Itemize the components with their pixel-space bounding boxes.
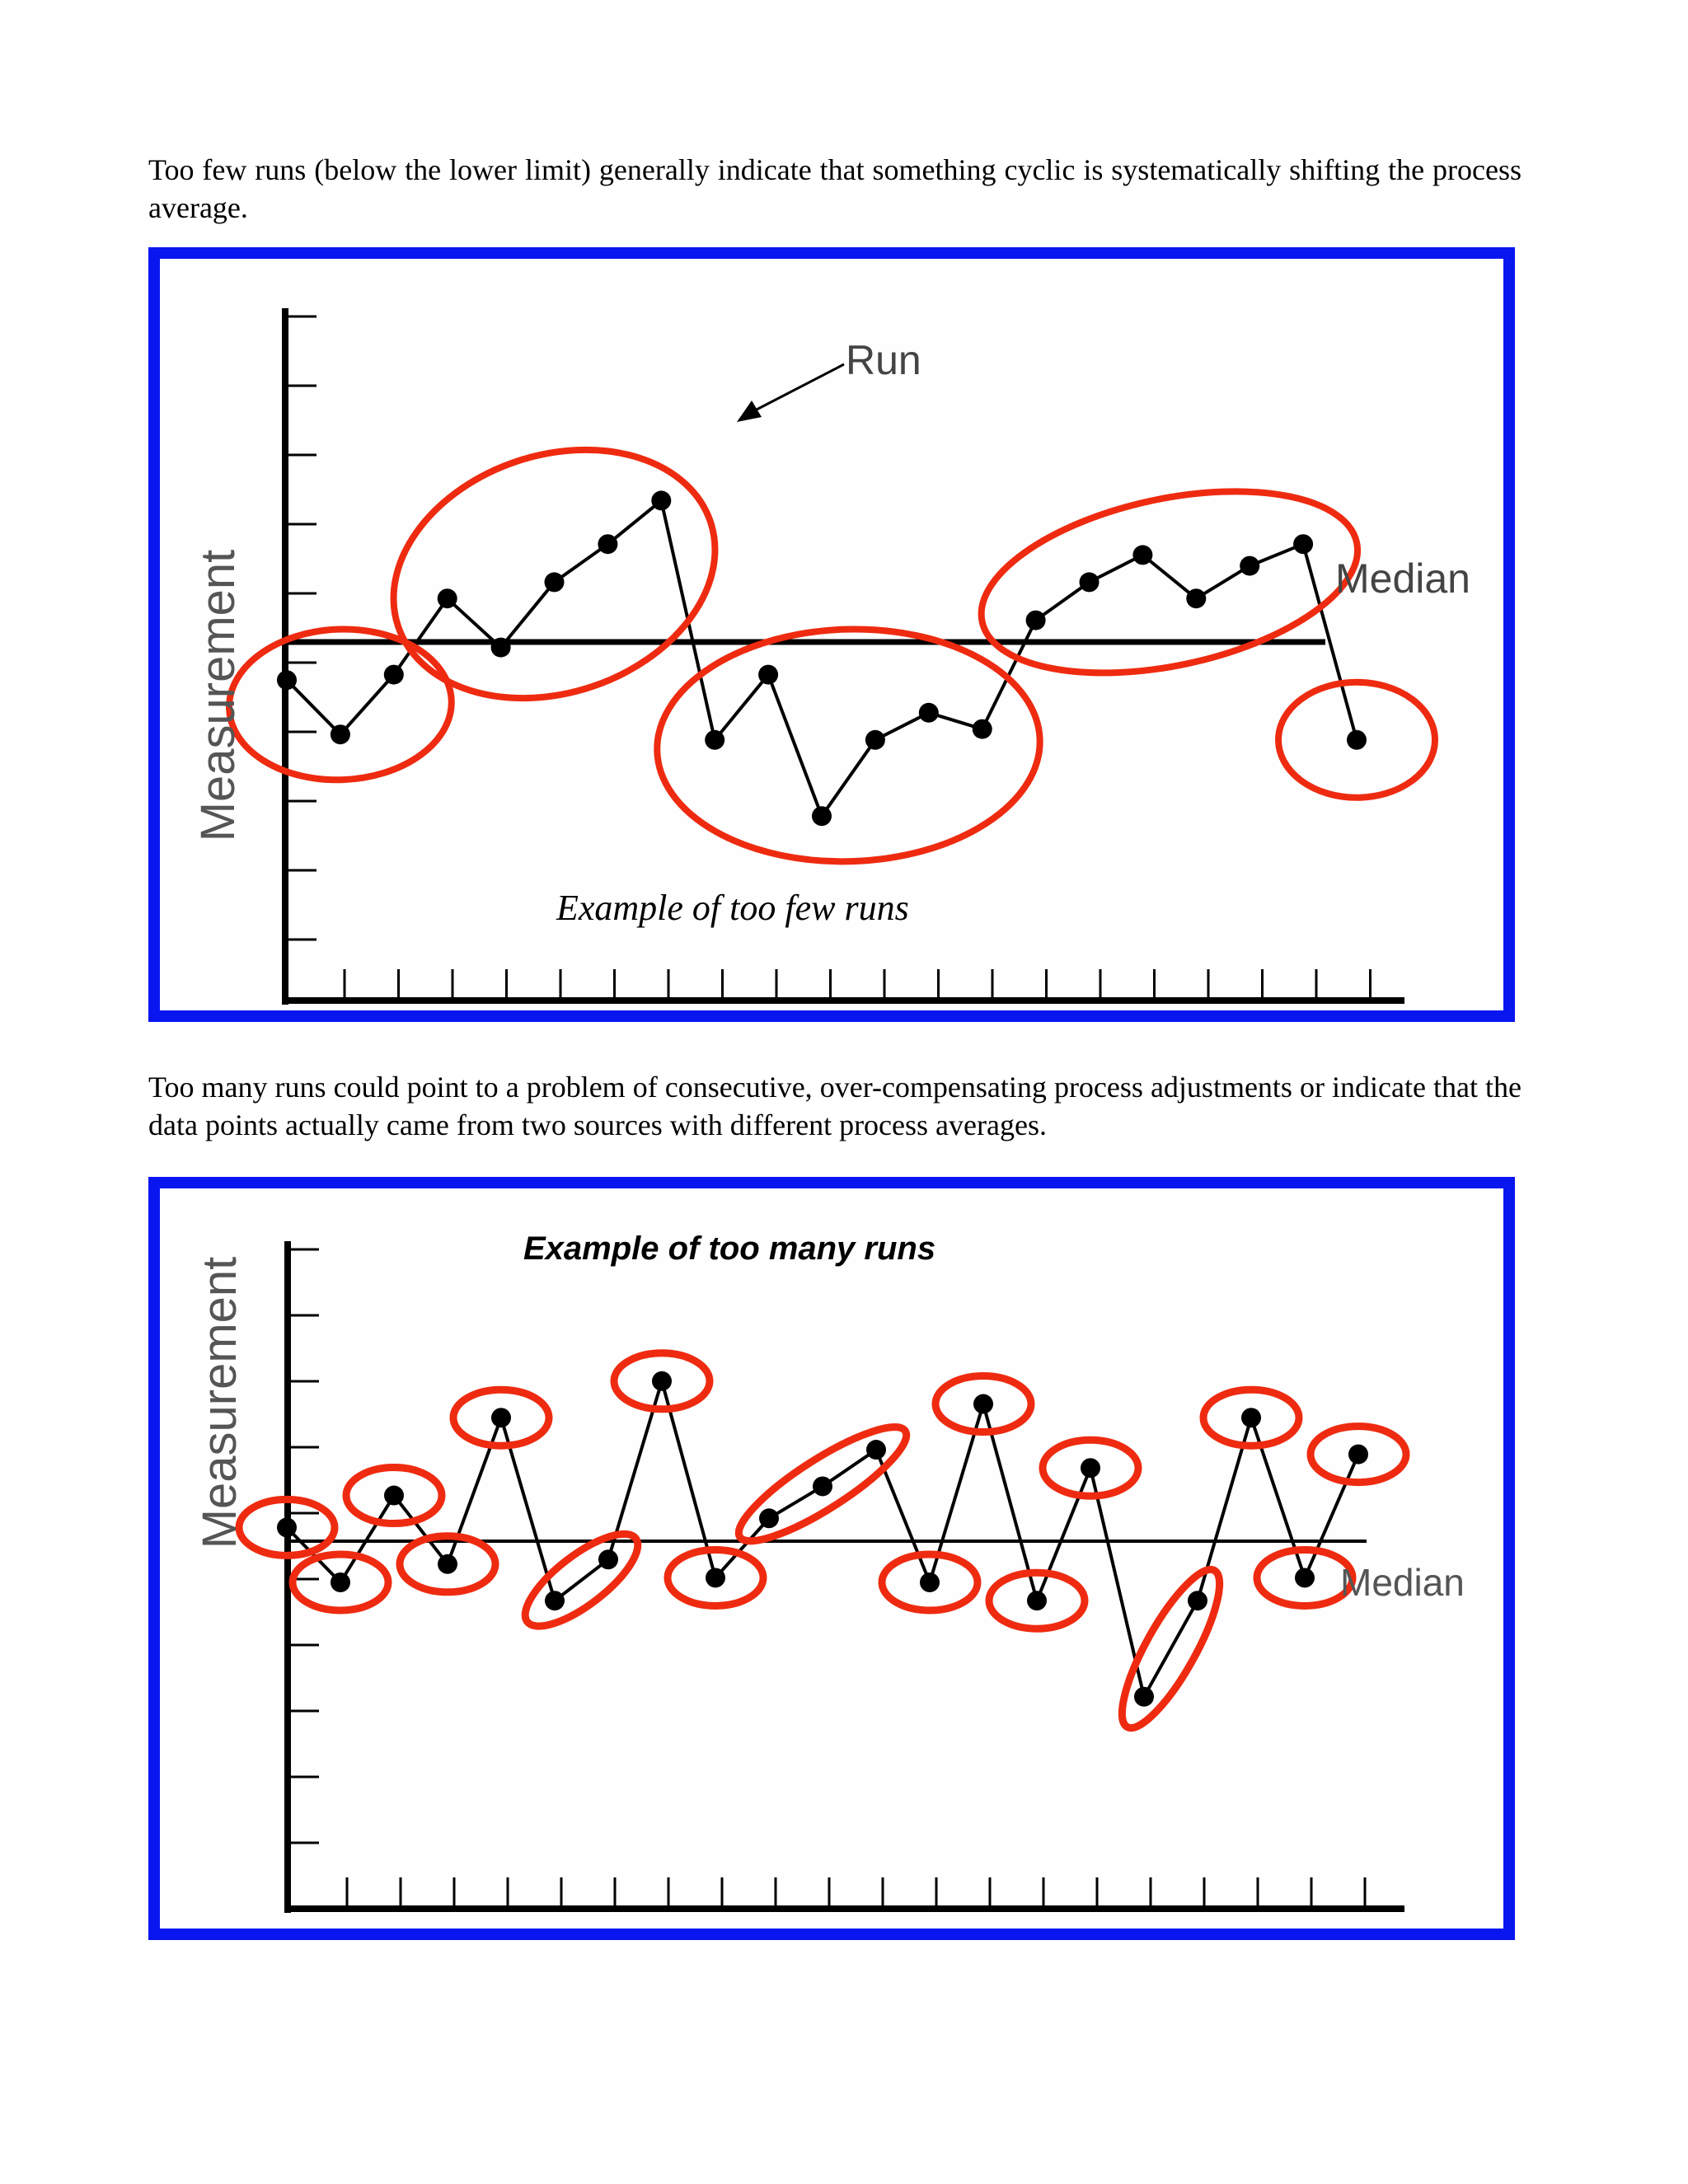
median-label: Median bbox=[1340, 1561, 1465, 1604]
data-point bbox=[598, 534, 617, 554]
data-point bbox=[866, 1440, 886, 1460]
paragraph-too-few-runs: Too few runs (below the lower limit) generally indicate that something cyclic is systematically shifting the process average. bbox=[148, 153, 1522, 224]
data-point bbox=[384, 1486, 404, 1506]
data-point bbox=[1347, 730, 1367, 750]
run-arrow-shaft bbox=[753, 364, 844, 411]
data-point bbox=[1188, 1591, 1207, 1610]
data-point bbox=[384, 665, 404, 685]
paragraph-too-many-runs: Too many runs could point to a problem of consecutive, over-compensating process adjustments or indicate that the data points actually came from two sources with different process averages. bbox=[148, 1071, 1522, 1141]
data-point bbox=[1080, 572, 1100, 592]
chart-title: Example of too few runs bbox=[556, 888, 909, 928]
y-axis-label: Measurement bbox=[191, 549, 245, 842]
data-point bbox=[973, 1394, 993, 1414]
data-point bbox=[1026, 611, 1046, 630]
data-point bbox=[1293, 534, 1313, 554]
data-point bbox=[920, 1572, 940, 1592]
data-point bbox=[812, 806, 832, 826]
y-axis-label: Measurement bbox=[193, 1256, 246, 1549]
chart-too-few-runs bbox=[160, 259, 1503, 1010]
data-point bbox=[706, 1568, 725, 1587]
data-point bbox=[865, 730, 885, 750]
run-circle bbox=[227, 626, 455, 785]
data-point bbox=[1134, 1687, 1154, 1707]
data-point bbox=[1081, 1458, 1100, 1478]
data-point bbox=[705, 730, 724, 750]
data-point bbox=[491, 1408, 511, 1427]
data-point bbox=[1132, 545, 1152, 565]
data-point bbox=[277, 1517, 297, 1537]
run-label: Run bbox=[846, 337, 921, 383]
data-point bbox=[1241, 1408, 1261, 1427]
data-point bbox=[1295, 1568, 1315, 1587]
chart-too-many-runs bbox=[160, 1188, 1503, 1929]
figure-too-few-runs bbox=[148, 247, 1515, 1022]
data-point bbox=[331, 1572, 350, 1592]
data-point bbox=[545, 1591, 565, 1610]
data-point bbox=[438, 588, 457, 608]
data-point bbox=[1027, 1591, 1047, 1610]
data-point bbox=[652, 1371, 672, 1391]
data-point bbox=[813, 1476, 832, 1496]
data-point bbox=[1240, 556, 1259, 576]
figure-too-many-runs bbox=[148, 1177, 1515, 1940]
chart-title: Example of too many runs bbox=[523, 1230, 936, 1267]
data-point bbox=[545, 572, 565, 592]
data-point bbox=[651, 490, 671, 510]
data-point bbox=[919, 703, 939, 723]
data-point bbox=[438, 1554, 457, 1574]
median-label: Median bbox=[1335, 555, 1470, 602]
run-arrow-head bbox=[737, 401, 762, 422]
data-point bbox=[1348, 1445, 1368, 1465]
data-point bbox=[1186, 588, 1206, 608]
data-point bbox=[973, 719, 992, 739]
data-point bbox=[758, 665, 778, 685]
data-point bbox=[491, 638, 511, 658]
data-point bbox=[759, 1508, 779, 1528]
data-point bbox=[331, 724, 350, 744]
data-point bbox=[277, 670, 297, 690]
data-point bbox=[598, 1549, 618, 1569]
